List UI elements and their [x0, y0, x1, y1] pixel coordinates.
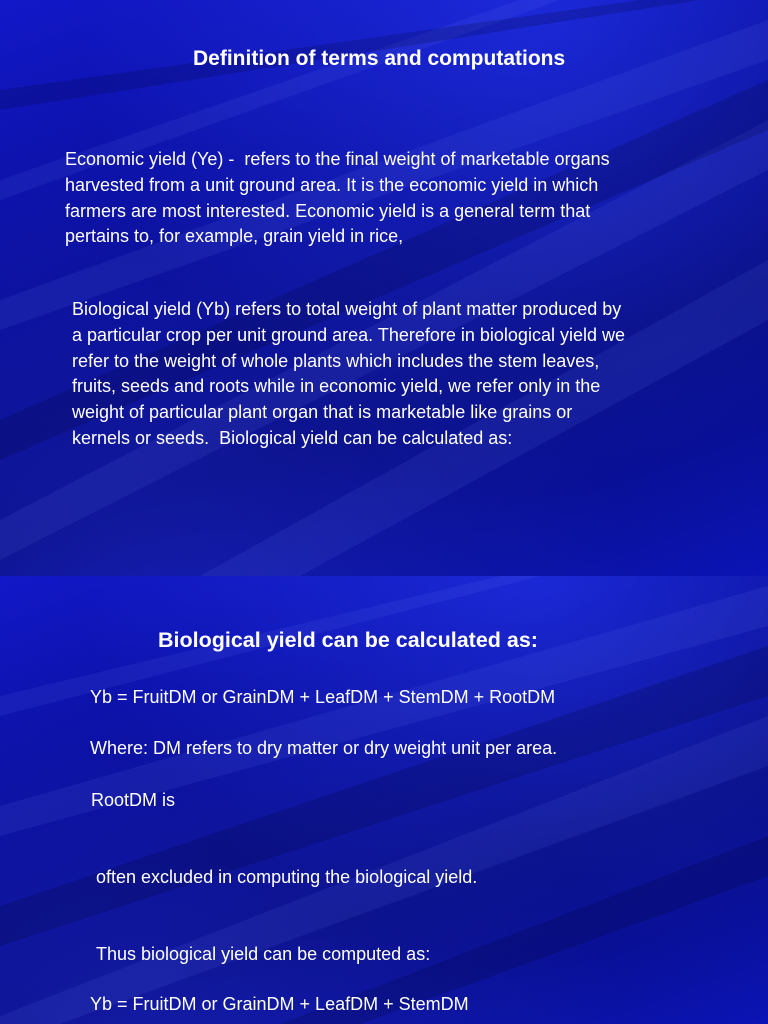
economic-yield-line-1: Economic yield (Ye) - refers to the final weight of marketable organs: [65, 149, 610, 169]
biological-yield-line-1: Biological yield (Yb) refers to total weight of plant matter produced by: [72, 299, 622, 319]
biological-yield-line-3: refer to the weight of whole plants which includes the stem leaves,: [72, 350, 600, 371]
biological-yield-line-6: kernels or seeds. Biological yield can be calculated as:: [72, 428, 513, 448]
rootdm-excluded-note: often excluded in computing the biological yield.: [96, 867, 478, 887]
rootdm-is: RootDM is: [91, 790, 176, 810]
formula-reduced: Yb = FruitDM or GrainDM + LeafDM + StemDM: [90, 994, 469, 1014]
formula-full: Yb = FruitDM or GrainDM + LeafDM + StemDM + RootDM: [90, 687, 556, 707]
dry-matter-note: Where: DM refers to dry matter or dry weight unit per area.: [90, 738, 558, 758]
thus-computed-note: Thus biological yield can be computed as:: [96, 944, 431, 964]
calculation-title: Biological yield can be calculated as:: [158, 628, 538, 652]
biological-yield-line-5: weight of particular plant organ that is marketable like grains or: [72, 402, 573, 423]
biological-yield-line-2: a particular crop per unit ground area. Therefore in biological yield we: [72, 324, 625, 345]
slide-title: Definition of terms and computations: [193, 47, 566, 70]
economic-yield-line-3: farmers are most interested. Economic yield is a general term that: [65, 200, 591, 221]
biological-yield-line-4: fruits, seeds and roots while in economic yield, we refer only in the: [72, 376, 601, 397]
economic-yield-line-2: harvested from a unit ground area. It is the economic yield in which: [65, 174, 599, 195]
economic-yield-line-4: pertains to, for example, grain yield in rice,: [65, 226, 404, 247]
slide-calculation: [0, 576, 768, 1024]
